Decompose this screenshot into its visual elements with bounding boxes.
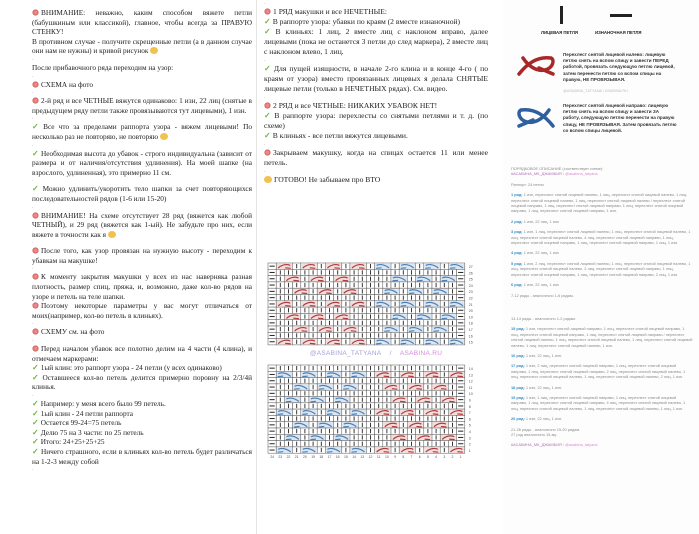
row-number-label: 21 xyxy=(468,302,473,307)
row-number-label: 18 xyxy=(468,321,473,326)
row-number: 20 ряд: xyxy=(511,416,525,422)
check-icon: ✓ xyxy=(32,427,39,437)
instructions-column-2 xyxy=(258,0,500,534)
column-tick-label: 6 xyxy=(418,455,421,460)
emoji-icon xyxy=(160,133,168,140)
flower-icon xyxy=(32,9,39,16)
row-number: 18 ряд: xyxy=(511,384,525,390)
instructions-column-1 xyxy=(0,0,257,534)
knitting-chart xyxy=(266,262,496,460)
flower-icon xyxy=(264,149,271,156)
row2-wedges xyxy=(258,131,500,141)
separator: . xyxy=(32,204,34,210)
row-number: 19 ряд: xyxy=(511,394,525,400)
text: После прибавочного ряда переходим на узор: xyxy=(32,62,174,72)
chart-watermark xyxy=(266,350,486,357)
row-number: 2 ряд: xyxy=(511,218,523,224)
text: 1ый клин - 24 петли раппорта xyxy=(40,408,134,418)
row-number-label: 27 xyxy=(468,265,473,269)
repeat-note: 27 ряд аналогично 15-му. xyxy=(511,432,557,437)
row-number: 5 ряд: xyxy=(511,260,523,266)
column-tick-label: 14 xyxy=(352,455,356,460)
row-number-label: 25 xyxy=(468,277,473,282)
check-icon: ✓ xyxy=(32,122,42,132)
author-handle: / @asabina_tatyana xyxy=(562,171,598,177)
legend-column xyxy=(503,0,699,534)
text: Остается 99-24=75 петель xyxy=(40,418,122,428)
text: В раппорте узора: убавки по краям (2 вместе изнаночной) xyxy=(272,17,461,26)
check-icon: ✓ xyxy=(264,27,274,36)
row2-heading xyxy=(258,101,500,111)
cross-left-icon xyxy=(515,52,557,78)
text: В противном случае - получите скрещенные петли (а в данном случае они нам не нужны) и кривой рисунок xyxy=(32,36,252,56)
row-number-label: 20 xyxy=(468,309,473,314)
row-text: 1 изн, 1 лиц, перехлест снятой лицевой налево, 1 лиц, перехлест снятой лицевой налево, 1 лиц, перехлест снятой лицевой налево, 4 лиц, перехлест снятой лицевой направо, 1 лиц, перехлест снятой лицевой направо, 1 лиц, перехлест снятой лицевой направо, 1 лиц, 1 изн. xyxy=(511,229,691,246)
column-tick-label: 10 xyxy=(385,455,389,460)
flower-icon xyxy=(32,302,39,309)
separator: . xyxy=(32,338,34,344)
example-item xyxy=(0,409,256,419)
separator: . xyxy=(264,142,266,147)
scheme-paragraph xyxy=(0,80,256,90)
row-description xyxy=(503,166,699,448)
watermark-right: ASABINA.RU xyxy=(399,350,443,357)
footer-author: #АСАБИНА_МК_ДЖАМБИЯ xyxy=(511,442,562,448)
row-text: 1 изн, 22 лиц, 1 изн xyxy=(523,218,559,224)
cross-right-icon xyxy=(515,104,557,130)
check-icon: ✓ xyxy=(32,446,39,456)
row-number-label: 1 xyxy=(468,448,471,453)
column-tick-label: 2 xyxy=(451,455,454,460)
text: К моменту закрытия макушки у всех из нас наверняка разная плотность, размер спиц, пряжа, и, возможно, даже кол-во рядов на узоре и петель на теле шапки. xyxy=(32,272,252,301)
rest-item xyxy=(0,373,256,392)
column-tick-label: 13 xyxy=(360,455,365,460)
row-text: 1 изн, 22 лиц, 1 изн xyxy=(523,282,559,288)
row1-heading xyxy=(258,7,500,17)
flower-icon xyxy=(32,247,39,254)
row-number-label: 5 xyxy=(468,423,471,428)
text: Перед началом убавок все полотно делим на 4 части (4 клина), и отмечаем маркерами: xyxy=(32,344,252,363)
row-number: 6 ряд: xyxy=(511,282,523,288)
purl-stitch-icon xyxy=(610,14,632,17)
footer-tag xyxy=(503,442,699,447)
check-icon: ✓ xyxy=(264,131,271,140)
row-number-label: 14 xyxy=(468,367,473,371)
check-icon: ✓ xyxy=(264,64,272,73)
text: Необходимая высота до убавок - строго индивидуальна (зависит от размера и от наличия/отсутствия удлинения). На моей шапке (на взрослого, удлиненная), это примерно 11 см. xyxy=(32,148,253,177)
row-instruction xyxy=(503,363,699,379)
chart-lower-grid xyxy=(266,364,496,466)
check-icon: ✓ xyxy=(264,17,271,26)
watermark-left: @ASABINA_TATYANA xyxy=(309,350,382,357)
separator: . xyxy=(32,240,34,246)
column-tick-label: 5 xyxy=(426,455,429,460)
text: В клиньях - все петли вяжутся лицевыми. xyxy=(272,131,408,140)
row-instruction xyxy=(503,229,699,245)
outside-rapport-paragraph xyxy=(0,122,256,141)
row-number-label: 4 xyxy=(468,430,471,434)
separator: . xyxy=(264,1,266,6)
check-icon: ✓ xyxy=(32,408,39,418)
separator: . xyxy=(264,95,266,100)
column-tick-label: 17 xyxy=(327,455,332,460)
separator: . xyxy=(32,266,34,272)
column-tick-label: 24 xyxy=(270,455,274,460)
elegance-paragraph xyxy=(258,64,500,94)
text: Ничего страшного, если в клиньях кол-во петель будет различаться на 1-2-3 между собой xyxy=(32,446,252,466)
row2-rapport xyxy=(258,111,500,131)
text: Делю 75 на 3 части: по 25 петель xyxy=(40,427,144,437)
text: 1 РЯД макушки и все НЕЧЕТНЫЕ: xyxy=(273,7,388,16)
emoji-icon xyxy=(108,231,116,238)
flower-icon xyxy=(32,81,39,88)
column-tick-label: 20 xyxy=(303,455,307,460)
row-number-label: 7 xyxy=(468,411,471,416)
legend-knit-label: ЛИЦЕВАЯ ПЕТЛЯ xyxy=(541,30,578,35)
flower-icon xyxy=(264,102,271,109)
check-icon: ✓ xyxy=(32,363,39,373)
separator: . xyxy=(32,90,34,96)
before-decreases-paragraph xyxy=(0,344,256,363)
rows-list-2 xyxy=(503,326,699,426)
text: Можно удлинить/укоротить тело шапки за счет повторяющихся последовательностей рядов (1-6 или 15-20) xyxy=(32,184,252,203)
column-tick-label: 3 xyxy=(443,455,446,460)
row-number: 4 ряд: xyxy=(511,250,523,256)
lengthen-paragraph xyxy=(0,184,256,203)
flower-icon xyxy=(32,273,39,280)
flower-icon xyxy=(32,345,39,352)
row-number-label: 13 xyxy=(468,373,473,378)
row-number-label: 23 xyxy=(468,290,473,295)
row-number-label: 12 xyxy=(468,379,473,384)
scheme2-paragraph xyxy=(0,327,256,337)
column-tick-label: 1 xyxy=(459,455,462,460)
row-instruction xyxy=(503,261,699,277)
row-number-label: 8 xyxy=(468,404,471,409)
row-number-label: 11 xyxy=(468,385,473,390)
legend-desc-right: Перехлест снятой лицевой направо: лицевую петлю снять на вспом спицу и завести ЗА работу, следующую петлю перенести на правую спицу, НЕ ПРОВЯЗЫВАЯ. Затем провязать петлю со вспом спицы лицевой. xyxy=(563,103,677,133)
row-number-label: 6 xyxy=(468,417,471,422)
row-number-label: 24 xyxy=(468,283,473,288)
close-paragraph xyxy=(258,148,500,168)
row-number-label: 19 xyxy=(468,315,473,320)
row-number-label: 22 xyxy=(468,296,473,301)
check-icon: ✓ xyxy=(32,372,41,382)
emoji-icon xyxy=(264,176,272,183)
rows-list-1 xyxy=(503,192,699,292)
check-icon: ✓ xyxy=(32,399,39,408)
attention-paragraph xyxy=(0,8,256,37)
separator: . xyxy=(32,116,34,122)
flower-icon xyxy=(32,97,39,104)
check-icon: ✓ xyxy=(264,111,273,120)
wedge1-item xyxy=(0,363,256,373)
text: 2 РЯД и все ЧЕТНЫЕ: НИКАКИХ УБАВОК НЕТ! xyxy=(273,101,438,110)
knit-stitch-icon xyxy=(560,6,563,24)
text: Закрываем макушку, когда на спицах остается 11 или менее петель. xyxy=(264,148,488,167)
row-instruction xyxy=(503,326,699,348)
column-tick-label: 22 xyxy=(286,455,291,460)
column-tick-label: 21 xyxy=(294,455,299,460)
row-number-label: 26 xyxy=(468,271,473,276)
legend-watermark: @ASABINA_TATYANA / ASABINA.RU xyxy=(563,89,628,93)
text: ГОТОВО! Не забываем про ВТО xyxy=(274,175,381,184)
emoji-icon xyxy=(150,47,158,54)
separator: . xyxy=(264,169,266,174)
text: После того, как узор провязан на нужную высоту - переходим к убавкам на макушке! xyxy=(32,246,252,265)
separator: . xyxy=(264,58,266,63)
flower-icon xyxy=(32,212,39,219)
order-title xyxy=(503,166,699,177)
repeat-note: 13-14 ряды - аналогично 1-2 рядам. xyxy=(511,315,576,321)
text: В клиньях: 1 лиц, 2 вместе лиц с наклоном вправо, далее лицевыми (пока не останется 3 петли до след маркера), 2 вместе лиц с наклоном влево, 1 лиц. xyxy=(264,27,488,56)
row-text: 1 изн, 22 лиц, 1 изн. xyxy=(525,384,563,390)
text: Для пущей изящности, в начале 2-го клина и в конце 4-го ( по краям от узора) вместо провязанных лицевых я делала СНЯТЫЕ лицевые петли (только в НЕЧЕТНЫХ рядах). См. видео. xyxy=(264,64,488,93)
text: В раппорте узора: перехлесты со снятыми петлями и т. д. (по схеме) xyxy=(264,111,489,130)
check-icon: ✓ xyxy=(32,148,39,158)
example-item xyxy=(0,447,256,466)
column-tick-label: 16 xyxy=(335,455,340,460)
separator: . xyxy=(32,178,34,184)
done-paragraph xyxy=(258,175,500,185)
row-number-label: 10 xyxy=(468,392,473,397)
example-item xyxy=(0,418,256,428)
column-tick-label: 7 xyxy=(410,455,413,460)
text: ВНИМАНИЕ! На схеме отсутствует 28 ряд (вяжется как любой ЧЕТНЫЙ), и 29 ряд (вяжется как 1-ый). Не забудьте про них, если вяжете в точности как я xyxy=(32,210,252,239)
column-tick-label: 15 xyxy=(344,455,348,460)
row-number-label: 9 xyxy=(468,398,471,403)
check-icon: ✓ xyxy=(32,418,39,428)
text: Поэтому некоторые параметры у вас могут отличаться от моих(например, кол-во петель в клиньях). xyxy=(32,301,252,320)
repeat-note: 21-26 ряды - аналогично 15-20 рядам. xyxy=(511,426,581,432)
row-text: 1 изн, 22 лиц, 1 изн. xyxy=(525,352,563,358)
column-tick-label: 18 xyxy=(319,455,324,460)
separator: . xyxy=(32,321,34,327)
text: Оставшееся кол-во петель делится примерно поровну на 2/3/4й клинья. xyxy=(32,372,253,392)
column-tick-label: 23 xyxy=(278,455,283,460)
therefore-paragraph xyxy=(0,301,256,320)
row-number: 3 ряд: xyxy=(511,229,523,235)
column-tick-label: 8 xyxy=(402,455,405,460)
even-rows-paragraph xyxy=(0,96,256,115)
column-tick-label: 11 xyxy=(376,455,381,460)
row-number-label: 3 xyxy=(468,436,471,441)
rapport-text: Раппорт: 24 петли xyxy=(511,181,544,187)
row-number: 17 ряд: xyxy=(511,363,525,369)
repeat-note: 7-12 ряды - аналогично 1-6 рядам. xyxy=(511,292,574,298)
column-tick-label: 4 xyxy=(435,455,438,460)
text: СХЕМУ см. на фото xyxy=(41,327,105,337)
height-paragraph xyxy=(0,149,256,178)
separator: . xyxy=(32,56,34,62)
row-number: 16 ряд: xyxy=(511,352,525,358)
row1-wedges xyxy=(258,27,500,57)
legend-desc-left: Перехлест снятой лицевой налево: лицевую петлю снять на вспом спицу и завести ПЕРЕД работой, провязать следующую петлю лицевой, затем перенести петлю со вспом спицы на правую, НЕ ПРОВЯЗЫВАЯ. xyxy=(563,52,675,82)
row-number-label: 17 xyxy=(468,328,473,332)
example-item xyxy=(0,437,256,447)
row-number-label: 15 xyxy=(468,340,473,345)
separator: . xyxy=(32,142,34,148)
check-icon: ✓ xyxy=(32,184,41,194)
author-tag: #АСАБИНА_МК_ДЖАМБИЯ xyxy=(511,171,562,177)
text: ПОРЯДКОВОЕ ОПИСАНИЕ (соответствует схеме): xyxy=(511,166,604,171)
check-icon: ✓ xyxy=(32,437,39,447)
row-text: 1 изн, 22 лиц, 1 изн xyxy=(523,250,559,256)
legend-purl-label: ИЗНАНОЧНАЯ ПЕТЛЯ xyxy=(595,30,642,35)
after-pattern-paragraph xyxy=(0,246,256,265)
attention2-paragraph xyxy=(0,211,256,240)
row-number: 15 ряд: xyxy=(511,326,525,332)
separator: . xyxy=(32,467,34,473)
text: Все что за пределами раппорта узора - вяжем лицевыми! По несколько раз не повторяю, не повторяю xyxy=(32,122,253,141)
column-tick-label: 19 xyxy=(311,455,315,460)
row-instruction xyxy=(503,192,699,214)
column-tick-label: 9 xyxy=(394,455,397,460)
example-item xyxy=(0,399,256,409)
twisted-warning xyxy=(0,37,256,56)
column-tick-label: 12 xyxy=(368,455,373,460)
footer-handle: / @asabina_tatyana xyxy=(562,442,598,448)
chart-upper-grid xyxy=(266,262,496,348)
row-instruction xyxy=(503,395,699,411)
row-text: 1 изн, 22 лиц, 1 изн. xyxy=(525,416,563,422)
text: 2-й ряд и все ЧЕТНЫЕ вяжутся одинаково: 1 изн, 22 лиц (снятые в предыдущем ряду петли также провязываются тут лицевыми), 1 изн. xyxy=(32,96,252,115)
row1-rapport xyxy=(258,17,500,27)
text: СХЕМА на фото xyxy=(41,79,93,89)
flower-icon xyxy=(32,328,39,335)
text: Например: у меня всего было 99 петель. xyxy=(40,399,166,408)
row-number-label: 2 xyxy=(468,442,471,447)
separator: . xyxy=(32,393,34,398)
text: Итого: 24+25+25+25 xyxy=(40,437,105,447)
moment-paragraph xyxy=(0,272,256,301)
flower-icon xyxy=(264,8,271,15)
watermark-sep: / xyxy=(389,350,392,357)
separator: . xyxy=(32,73,34,79)
row-text: 1 изн, перехлест снятой лицевой налево, 1 лиц, перехлест снятой лицевой налево, 1 лиц, перехлест снятой лицевой налево, 1 лиц, перехлест снятой лицевой налево / перехлест снятой лицевой направо, 1 лиц, перехлест снятой лицевой направо, 1 лиц, перехлест снятой лицевой направо, 1 лиц, перехлест снятой лицевой направо, 1 изн. xyxy=(511,192,688,214)
text: ВНИМАНИЕ: неважно, каким способом вяжете петли (бабушкиным или классикой), главное, чтобы всегда за ПРАВУЮ СТЕНКУ! xyxy=(32,8,252,37)
row-text: 1 изн, 2 лиц, перехлест снятой лицевой направо, 1 лиц, перехлест снятой лицевой направо, 1 лиц, перехлест снятой лицевой направо, 2 лиц, перехлест снятой лицевой налево, 1 лиц, перехлест снятой лицевой налево, 1 лиц, перехлест снятой лицевой налево, 2 лиц, 1 изн. xyxy=(511,363,686,380)
row-number-label: 16 xyxy=(468,334,473,339)
row-number: 1 ряд: xyxy=(511,192,523,198)
row-text: 1 изн, перехлест снятой лицевой направо, 1 лиц, перехлест снятой лицевой направо, 1 лиц, перехлест снятой лицевой направо, 1 лиц, перехлест снятой лицевой направо / перехлест снятой лицевой налево, 1 лиц, перехлест снятой лицевой налево, 1 лиц, перехлест снятой лицевой налево, 1 лиц, перехлест снятой лицевой налево, 1 изн. xyxy=(511,326,693,348)
text: 1ый клин: это раппорт узора - 24 петли (у всех одинаково) xyxy=(40,363,222,373)
row-text: 1 изн, 1 лиц, перехлест снятой лицевой направо, 1 лиц, перехлест снятой лицевой направо, 1 лиц, перехлест снятой лицевой направо, 4 лиц, перехлест снятой лицевой налево, 1 лиц, перехлест снятой лицевой налево, 1 лиц, перехлест снятой лицевой налево, 1 лиц, 1 изн. xyxy=(511,394,686,411)
example-item xyxy=(0,428,256,438)
row-text: 1 изн, 2 лиц, перехлест снятой лицевой налево, 1 лиц, перехлест снятой лицевой налево, 1 лиц, перехлест снятой лицевой налево, 2 лиц, перехлест снятой лицевой направо, 1 лиц, перехлест снятой лицевой направо, 1 лиц, перехлест снятой лицевой направо, 2 лиц, 1 изн. xyxy=(511,260,691,277)
